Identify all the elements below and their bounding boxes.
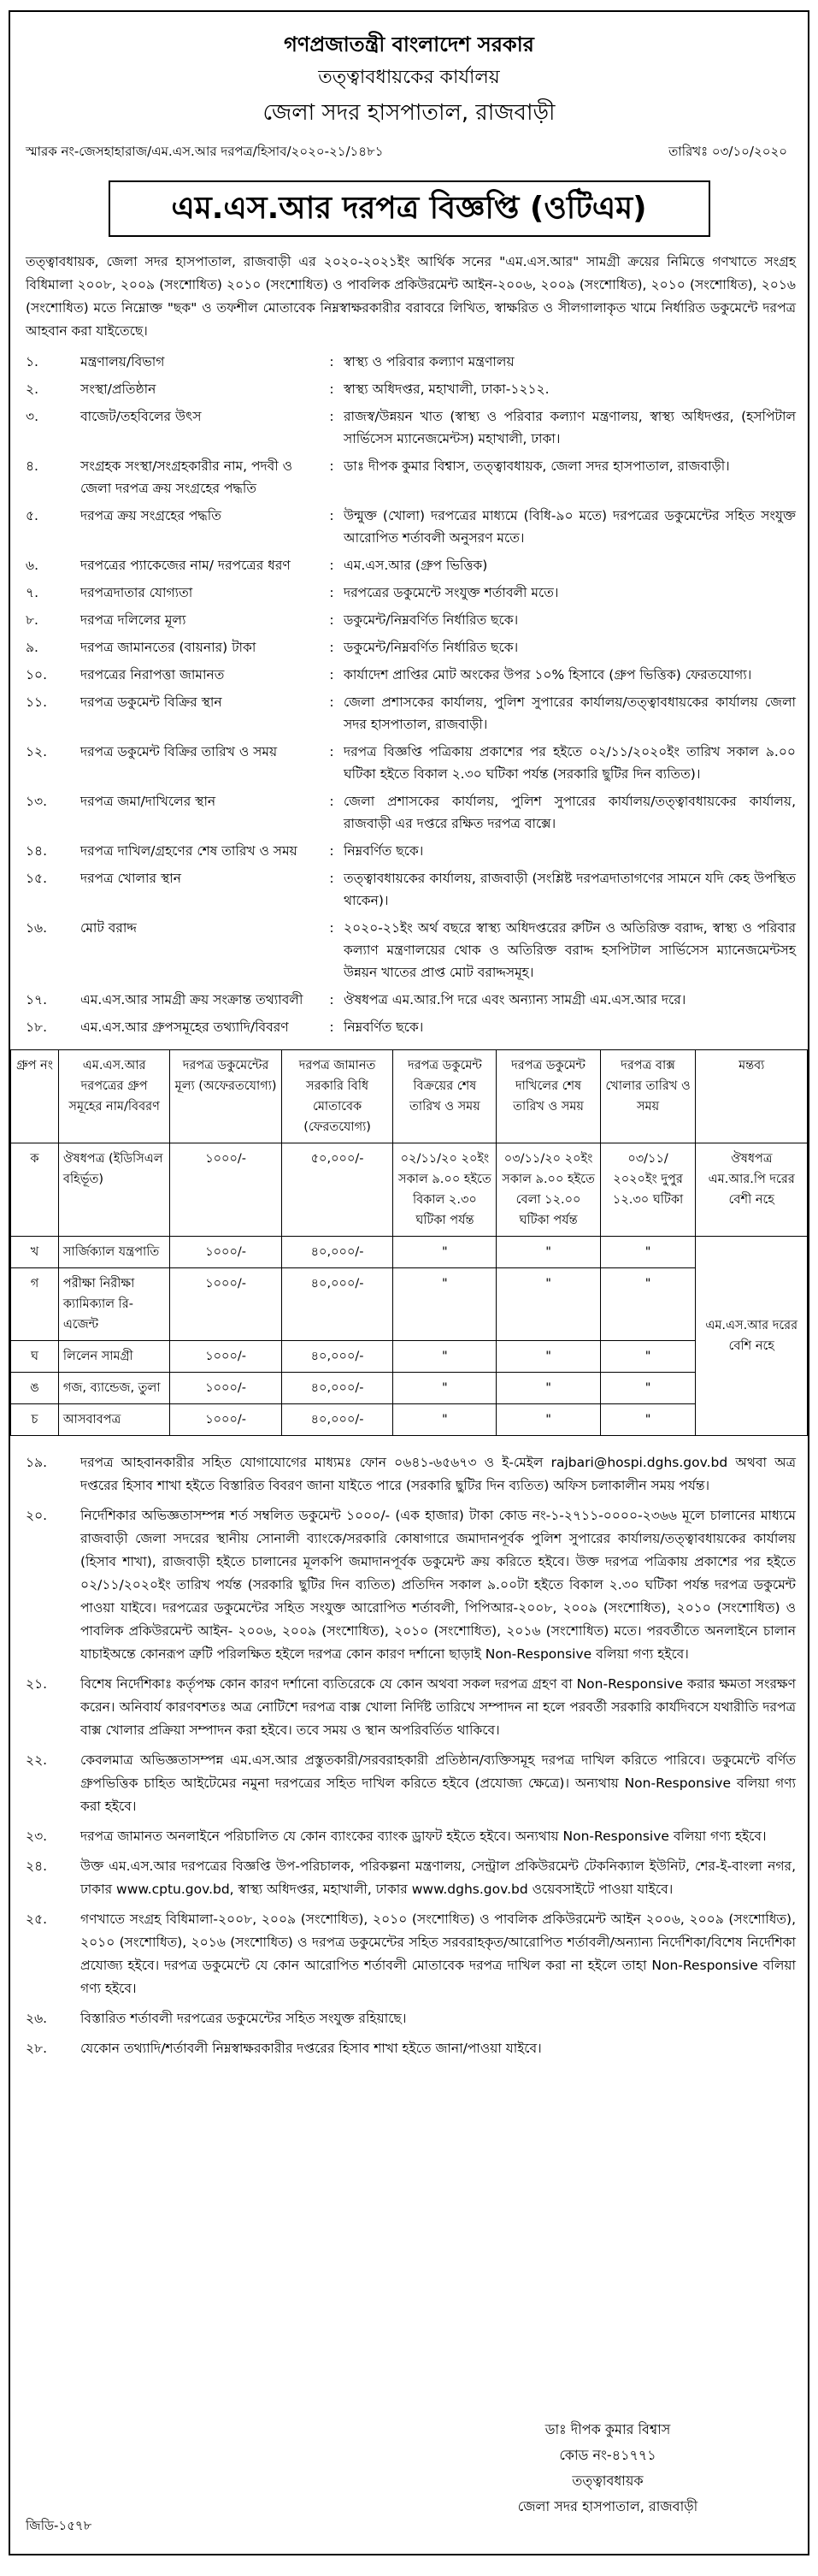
item-label: এম.এস.আর সামগ্রী ক্রয় সংক্রান্ত তথ্যাবলী [80, 992, 303, 1007]
signer-designation: তত্ত্বাবধায়ক [572, 2473, 644, 2489]
note-number: ২৫. [26, 1911, 48, 1927]
item-value: রাজস্ব/উন্নয়ন খাত (স্বাস্থ্য ও পরিবার কল্যাণ মন্ত্রণালয়, স্বাস্থ্য অধিদপ্তর, (হসপিটাল সার্ভিসেস ম্যানেজমেন্টস) মহাখালী, ঢাকা। [344, 409, 796, 446]
memo-reference: স্মারক নং-জেসহাহারাজ/এম.এস.আর দরপত্র/হিসাব/২০২০-২১/১৪৮১ [26, 144, 384, 159]
table-cell-open: ০৩/১১/ ২০২০ইং দুপুর ১২.৩০ ঘটিকা [600, 1143, 696, 1237]
table-header-cell: দরপত্র ডকুমেন্টের মূল্য (অফেরতযোগ্য) [170, 1050, 281, 1143]
table-cell-open: " [600, 1373, 696, 1404]
table-cell-g: ঙ [11, 1373, 59, 1404]
item-colon: : [329, 354, 334, 369]
item-number: ১৮. [26, 1019, 48, 1035]
table-cell-remark-group: এম.এস.আর দরের বেশি নহে [696, 1237, 808, 1436]
item-value: ২০২০-২১ইং অর্থ বছরে স্বাস্থ্য অধিদপ্তরের রুটিন ও অতিরিক্ত বরাদ্দ, স্বাস্থ্য ও পরিবার কল্যাণ মন্ত্রণালয়ের থোক ও অতিরিক্ত বরাদ্দ হসপিটাল সার্ভিসেস ম্যানেজমেন্টসহ উন্নয়ন খাতের প্রাপ্ত মোট বরাদ্দসমূহ। [344, 920, 796, 980]
note-number: ২৮. [26, 2041, 48, 2056]
notes-list [10, 1436, 808, 2064]
item-colon: : [329, 640, 334, 655]
table-header-cell: দরপত্র জামানত সরকারি বিধি মোতাবেক (ফেরতযোগ্য) [281, 1050, 392, 1143]
table-header-row [11, 1050, 808, 1143]
note-text: উক্ত এম.এস.আর দরপত্রের বিজ্ঞপ্তি উপ-পরিচালক, পরিকল্পনা মন্ত্রণালয়, সেন্ট্রাল প্রকিউরমেন্ট টেকনিক্যাল ইউনিট, শের-ই-বাংলা নগর, ঢাকার www.cptu.gov.bd, স্বাস্থ্য অধিদপ্তর, মহাখালী, ঢাকার www.dghs.gov.bd ওয়েবসাইটে পাওয়া যাইবে। [80, 1858, 796, 1897]
table-cell-g: ক [11, 1143, 59, 1237]
item-value: নিম্নবর্ণিত ছকে। [344, 843, 424, 859]
note-number: ২৬. [26, 2011, 48, 2026]
list-item [26, 579, 796, 606]
item-number: ১৭. [26, 992, 48, 1007]
item-label: দরপত্রের নিরাপত্তা জামানত [80, 667, 225, 682]
item-label: মন্ত্রণালয়/বিভাগ [80, 354, 165, 369]
item-number: ২. [26, 381, 39, 397]
table-cell-price: ১০০০/- [170, 1404, 281, 1436]
list-item [26, 348, 796, 375]
note-item [26, 1746, 796, 1822]
item-value: কার্যাদেশ প্রাপ্তির মোট অংকের উপর ১০% হিসাবে (গ্রুপ ভিত্তিক) ফেরতযোগ্য। [344, 667, 752, 682]
table-cell-remark: ঔষধপত্র এম.আর.পি দরের বেশী নহে [696, 1143, 808, 1237]
list-item [26, 865, 796, 914]
list-item [26, 452, 796, 502]
item-number: ৩. [26, 409, 39, 424]
table-cell-submit: ০৩/১১/২০ ২০ইং সকাল ৯.০০ হইতে বেলা ১২.০০ ঘটিকা পর্যন্ত [497, 1143, 600, 1237]
item-number: ১. [26, 354, 38, 369]
item-label: দরপত্র ডকুমেন্ট বিক্রির তারিখ ও সময় [80, 744, 278, 759]
note-number: ২৪. [26, 1858, 48, 1874]
item-colon: : [329, 1019, 334, 1035]
note-number: ২৩. [26, 1829, 48, 1844]
table-cell-open: " [600, 1341, 696, 1373]
item-number: ১৬. [26, 920, 48, 936]
item-label: দরপত্র খোলার স্থান [80, 871, 181, 886]
table-cell-security: ৫০,০০০/- [281, 1143, 392, 1237]
item-label: দরপত্রদাতার যোগ্যতা [80, 585, 193, 600]
item-value: নিম্নবর্ণিত ছকে। [344, 1019, 424, 1035]
item-label: দরপত্র ডকুমেন্ট বিক্রির স্থান [80, 694, 222, 710]
item-number: ১২. [26, 744, 48, 759]
list-item [26, 661, 796, 688]
info-items [10, 348, 808, 1041]
group-table [10, 1049, 808, 1436]
table-cell-sale: ০২/১১/২০ ২০ইং সকাল ৯.০০ হইতে বিকাল ২.৩০ ঘটিকা পর্যন্ত [393, 1143, 497, 1237]
table-cell-sale: " [393, 1404, 497, 1436]
table-cell-g: খ [11, 1237, 59, 1268]
tender-notice-page [9, 10, 809, 2555]
table-row [11, 1237, 808, 1268]
list-item [26, 552, 796, 579]
note-item [26, 1852, 796, 1905]
item-value: ডকুমেন্ট/নিম্নবর্ণিত নির্ধারিত ছকে। [344, 612, 519, 628]
item-value: দরপত্রের ডকুমেন্টে সংযুক্ত শর্তাবলী মতে। [344, 585, 559, 600]
table-cell-open: " [600, 1237, 696, 1268]
item-colon: : [329, 409, 334, 424]
table-header-cell: মন্তব্য [696, 1050, 808, 1143]
list-item [26, 688, 796, 738]
table-cell-sale: " [393, 1373, 497, 1404]
item-colon: : [329, 843, 334, 859]
item-value: জেলা প্রশাসকের কার্যালয়, পুলিশ সুপারের কার্যালয়/তত্ত্বাবধায়কের কার্যালয় জেলা সদর হাসপাতাল, রাজবাড়ী। [344, 694, 796, 732]
list-item [26, 1013, 796, 1041]
item-label: মোট বরাদ্দ [80, 920, 137, 936]
item-number: ৮. [26, 612, 38, 628]
item-number: ৭. [26, 585, 39, 600]
table-cell-security: ৪০,০০০/- [281, 1341, 392, 1373]
table-cell-name: আসবাবপত্র [58, 1404, 169, 1436]
item-number: ১৩. [26, 794, 48, 809]
item-value: দরপত্র বিজ্ঞপ্তি পত্রিকায় প্রকাশের পর হইতে ০২/১১/২০২০ইং তারিখ সকাল ৯.০০ ঘটিকা হইতে বিকাল ২.৩০ ঘটিকা পর্যন্ত (সরকারি ছুটির দিন ব্যতিত)। [344, 744, 796, 782]
item-colon: : [329, 992, 334, 1007]
table-cell-price: ১০০০/- [170, 1341, 281, 1373]
table-header-cell: গ্রুপ নং [11, 1050, 59, 1143]
table-cell-price: ১০০০/- [170, 1237, 281, 1268]
item-colon: : [329, 558, 334, 573]
table-cell-submit: " [497, 1237, 600, 1268]
list-item [26, 986, 796, 1013]
item-label: দরপত্র জামানতের (বায়নার) টাকা [80, 640, 256, 655]
table-header-cell: দরপত্র ডকুমেন্ট দাখিলের শেষ তারিখ ও সময় [497, 1050, 600, 1143]
signer-name: ডাঃ দীপক কুমার বিশ্বাস [544, 2421, 671, 2437]
intro-paragraph: তত্ত্বাবধায়ক, জেলা সদর হাসপাতাল, রাজবাড়ী এর ২০২০-২০২১ইং আর্থিক সনের "এম.এস.আর" সামগ্রী ক্রয়ের নিমিত্তে গণখাতে সংগ্রহ বিধিমালা ২০০৮, ২০০৯ (সংশোধিত) ২০১০ (সংশোধিত) ও পাবলিক প্রকিউরমেন্ট আইন-২০০৬, ২০০৯ (সংশোধিত), ২০১০ (সংশোধিত), ২০১৬ (সংশোধিত) মতে নিম্নোক্ত "ছক" ও তফশীল মোতাবেক নিম্নস্বাক্ষরকারীর বরাবরে লিখিত, স্বাক্ষরিত ও সীলগালাকৃত খামে নির্ধারিত ডকুমেন্টে দরপত্র আহবান করা যাইতেছে। [26, 254, 796, 339]
item-number: ১৪. [26, 843, 48, 859]
signer-office: জেলা সদর হাসপাতাল, রাজবাড়ী [517, 2498, 698, 2514]
item-number: ১০. [26, 667, 48, 682]
table-cell-submit: " [497, 1404, 600, 1436]
item-colon: : [329, 920, 334, 936]
note-text: কেবলমাত্র অভিজ্ঞতাসম্পন্ন এম.এস.আর প্রস্তুতকারী/সরবরাহকারী প্রতিষ্ঠান/ব্যক্তিসমূহ দরপত্র দাখিল করিতে পারিবে। ডকুমেন্টে বর্ণিত গ্রুপভিত্তিক চাহিত আইটেমের নমুনা দরপত্রের সহিত দাখিল করিতে হইবে (প্রযোজ্য ক্ষেত্রে)। অন্যথায় Non-Responsive বলিয়া গণ্য করা হইবে। [80, 1752, 796, 1814]
list-item [26, 914, 796, 986]
table-header-cell: দরপত্র বাক্স খোলার তারিখ ও সময় [600, 1050, 696, 1143]
item-label: দরপত্র জমা/দাখিলের স্থান [80, 794, 216, 809]
item-colon: : [329, 612, 334, 628]
table-cell-submit: " [497, 1341, 600, 1373]
table-header-cell: দরপত্র ডকুমেন্ট বিক্রয়ের শেষ তারিখ ও সময় [393, 1050, 497, 1143]
table-row [11, 1341, 808, 1373]
list-item [26, 634, 796, 661]
table-cell-price: ১০০০/- [170, 1373, 281, 1404]
item-colon: : [329, 667, 334, 682]
item-value: এম.এস.আর (গ্রুপ ভিত্তিক) [344, 558, 488, 573]
note-text: বিশেষ নির্দেশিকাঃ কর্তৃপক্ষ কোন কারণ দর্শানো ব্যতিরেকে যে কোন অথবা সকল দরপত্র গ্রহণ বা Non-Responsive করার ক্ষমতা সংরক্ষণ করেন। অনিবার্য কারণবশতঃ অত্র নোটিশে দরপত্র বাক্স খোলা নির্দিষ্ট তারিখে সম্পাদন না হলে পরবর্তী সরকারি কার্যদিবসে যথারীতি দরপত্র বাক্স খোলার প্রক্রিয়া সম্পাদন করা হইবে। তবে সময় ও স্থান অপরিবর্তিত থাকিবে। [80, 1676, 796, 1738]
note-item [26, 1501, 796, 1669]
note-number: ১৯. [26, 1455, 48, 1470]
item-colon: : [329, 744, 334, 759]
table-cell-price: ১০০০/- [170, 1143, 281, 1237]
item-label: দরপত্র ক্রয় সংগ্রহের পদ্ধতি [80, 508, 221, 523]
table-cell-name: ঔষধপত্র (ইডিসিএল বহির্ভূত) [58, 1143, 169, 1237]
table-cell-security: ৪০,০০০/- [281, 1268, 392, 1341]
item-label: দরপত্রের প্যাকেজের নাম/ দরপত্রের ধরণ [80, 558, 291, 573]
table-cell-sale: " [393, 1237, 497, 1268]
note-text: বিস্তারিত শর্তাবলী দরপত্রের ডকুমেন্টের সহিত সংযুক্ত রহিয়াছে। [80, 2011, 407, 2026]
note-item [26, 1822, 796, 1852]
table-cell-security: ৪০,০০০/- [281, 1237, 392, 1268]
item-number: ৪. [26, 458, 38, 474]
table-cell-g: গ [11, 1268, 59, 1341]
table-cell-name: লিলেন সামগ্রী [58, 1341, 169, 1373]
item-value: স্বাস্থ্য অধিদপ্তর, মহাখালী, ঢাকা-১২১২. [344, 381, 550, 397]
note-item [26, 1905, 796, 2004]
note-item [26, 2004, 796, 2034]
item-label: বাজেট/তহবিলের উৎস [80, 409, 202, 424]
table-row [11, 1373, 808, 1404]
note-number: ২০. [26, 1508, 48, 1523]
note-number: ২১. [26, 1676, 48, 1692]
table-row [11, 1143, 808, 1237]
list-item [26, 375, 796, 403]
table-cell-sale: " [393, 1341, 497, 1373]
note-item [26, 2034, 796, 2064]
office-title: তত্ত্বাবধায়কের কার্যালয় [318, 67, 500, 88]
note-item [26, 1669, 796, 1746]
list-item [26, 403, 796, 452]
item-label: এম.এস.আর গ্রুপসমূহের তথ্যাদি/বিবরণ [80, 1019, 289, 1035]
item-number: ১৫. [26, 871, 48, 886]
item-colon: : [329, 694, 334, 710]
list-item [26, 837, 796, 865]
item-label: দরপত্র দলিলের মূল্য [80, 612, 186, 628]
table-cell-security: ৪০,০০০/- [281, 1373, 392, 1404]
table-body [11, 1143, 808, 1436]
item-colon: : [329, 508, 334, 523]
item-value: ডাঃ দীপক কুমার বিশ্বাস, তত্ত্বাবধায়ক, জেলা সদর হাসপাতাল, রাজবাড়ী। [344, 458, 730, 474]
item-number: ৬. [26, 558, 39, 573]
table-cell-submit: " [497, 1373, 600, 1404]
item-value: ডকুমেন্ট/নিম্নবর্ণিত নির্ধারিত ছকে। [344, 640, 519, 655]
table-cell-security: ৪০,০০০/- [281, 1404, 392, 1436]
signature-block [462, 2417, 753, 2520]
table-row [11, 1404, 808, 1436]
list-item [26, 788, 796, 837]
note-text: যেকোন তথ্যাদি/শর্তাবলী নিম্নস্বাক্ষরকারীর দপ্তরের হিসাব শাখা হইতে জানা/পাওয়া যাইবে। [80, 2041, 542, 2056]
table-cell-name: পরীক্ষা নিরীক্ষা ক্যামিক্যাল রি- এজেন্ট [58, 1268, 169, 1341]
memo-date: তারিখঃ ০৩/১০/২০২০ [668, 144, 787, 159]
note-text: দরপত্র জামানত অনলাইনে পরিচালিত যে কোন ব্যাংকের ব্যাংক ড্রাফট হইতে হইবে। অন্যথায় Non-Responsive বলিয়া গণ্য হইবে। [80, 1829, 767, 1844]
table-cell-open: " [600, 1268, 696, 1341]
note-text: দরপত্র আহবানকারীর সহিত যোগাযোগের মাধ্যমঃ ফোন ০৬৪১-৬৫৬৭৩ ও ই-মেইল rajbari@hospi.dghs.gov.bd অথবা অত্র দপ্তরের হিসাব শাখা হইতে বিস্তারিত বিবরণ জানা যাইতে পারে (সরকারি ছুটির দিন ব্যতিত) অফিস চলাকালীন সময় পর্যন্ত। [80, 1455, 796, 1493]
note-item [26, 1448, 796, 1501]
note-number: ২২. [26, 1752, 48, 1768]
item-colon: : [329, 585, 334, 600]
list-item [26, 502, 796, 552]
item-number: ১১. [26, 694, 48, 710]
item-value: উন্মুক্ত (খোলা) দরপত্রের মাধ্যমে (বিধি-৯০ মতে) দরপত্রের ডকুমেন্টের সহিত সংযুক্ত আরোপিত শর্তাবলী অনুসরণ মতে। [344, 508, 796, 546]
table-header-cell: এম.এস.আর দরপত্রের গ্রুপ সমূহের নাম/বিবরণ [58, 1050, 169, 1143]
item-number: ৯. [26, 640, 38, 655]
item-value: ঔষধপত্র এম.আর.পি দরে এবং অন্যান্য সামগ্রী এম.এস.আর দরে। [344, 992, 686, 1007]
table-cell-submit: " [497, 1268, 600, 1341]
hospital-title: জেলা সদর হাসপাতাল, রাজবাড়ী [262, 100, 556, 126]
note-text: নির্দেশিকার অভিজ্ঞতাসম্পন্ন শর্ত সম্বলিত ডকুমেন্ট ১০০০/- (এক হাজার) টাকা কোড নং-১-২৭১১-০০০০-২৩৬৬ মূলে চালানের মাধ্যমে রাজবাড়ী জেলা সদরের স্থানীয় সোনালী ব্যাংকে/সরকারি কোষাগারে জমাদানপূর্বক পুলিশ সুপারের কার্যালয়/তত্ত্বাবধায়কের কার্যালয় (হিসাব শাখা), রাজবাড়ী হইতে চালানের মূলকপি জমাদানপূর্বক ডকুমেন্ট ক্রয় করিতে হইবে। উক্ত দরপত্র পত্রিকায় প্রকাশের পর হইতে ০২/১১/২০২০ইং তারিখ পর্যন্ত (সরকারি ছুটির দিন ব্যতিত) প্রতিদিন সকাল ৯.০০টা হইতে বিকাল ২.৩০ ঘটিকা পর্যন্ত দরপত্র ডকুমেন্ট পাওয়া যাইবে। দরপত্রের ডকুমেন্টের সহিত সংযুক্ত আরোপিত শর্তাবলী, পিপিআর-২০০৮, ২০০৯ (সংশোধিত), ২০১০ (সংশোধিত) ও পাবলিক প্রকিউরমেন্ট আইন- ২০০৬, ২০০৯ (সংশোধিত), ২০১০ (সংশোধিত), ২০১৬ (সংশোধিত) মতে। পরবর্তীতে অনলাইনে চালান যাচাইঅন্তে কোনরূপ ত্রুটি পরিলক্ষিত হইলে দরপত্র কোন কারণ দর্শানো ছাড়াই Non-Responsive বলিয়া গণ্য হইবে। [80, 1508, 796, 1662]
government-title: গণপ্রজাতন্ত্রী বাংলাদেশ সরকার [284, 32, 534, 56]
footer-code: জিডি-১৫৭৮ [26, 2518, 92, 2533]
item-value: তত্ত্বাবধায়কের কার্যালয়, রাজবাড়ী (সংশ্লিষ্ট দরপত্রদাতাগণের সামনে যদি কেহ উপস্থিত থাকেন)। [344, 871, 796, 908]
notice-title: এম.এস.আর দরপত্র বিজ্ঞপ্তি (ওটিএম) [109, 180, 710, 237]
table-cell-name: গজ, ব্যান্ডেজ, তুলা [58, 1373, 169, 1404]
item-colon: : [329, 871, 334, 886]
item-label: সংগ্রহক সংস্থা/সংগ্রহকারীর নাম, পদবী ও জেলা দরপত্র ক্রয় সংগ্রহের পদ্ধতি [80, 458, 293, 496]
item-colon: : [329, 794, 334, 809]
item-number: ৫. [26, 508, 38, 523]
item-colon: : [329, 458, 334, 474]
note-text: গণখাতে সংগ্রহ বিধিমালা-২০০৮, ২০০৯ (সংশোধিত), ২০১০ (সংশোধিত) ও পাবলিক প্রকিউরমেন্ট আইন ২০০৬, ২০০৯ (সংশোধিত), ২০১০ (সংশোধিত), ২০১৬ (সংশোধিত) ও দরপত্র ডকুমেন্টের সহিত সরবরাহকৃত/আরোপিত শর্তাবলী/অন্যান্য নির্দেশিকা/বিশেষ নির্দেশিকা প্রযোজ্য হইবে। দরপত্র ডকুমেন্টে যে কোন আরোপিত শর্তাবলী মোতাবেক দরপত্র দাখিল করা না হইলে তাহা Non-Responsive বলিয়া গণ্য হইবে। [80, 1911, 796, 1996]
signer-code: কোড নং-৪১৭৭১ [559, 2447, 656, 2463]
item-label: দরপত্র দাখিল/গ্রহণের শেষ তারিখ ও সময় [80, 843, 297, 859]
header [10, 12, 808, 132]
memo-line [10, 132, 808, 163]
list-item [26, 738, 796, 788]
table-cell-open: " [600, 1404, 696, 1436]
list-item [26, 606, 796, 634]
item-value: স্বাস্থ্য ও পরিবার কল্যাণ মন্ত্রণালয় [344, 354, 515, 369]
table-cell-g: চ [11, 1404, 59, 1436]
table-cell-price: ১০০০/- [170, 1268, 281, 1341]
table-cell-g: ঘ [11, 1341, 59, 1373]
item-label: সংস্থা/প্রতিষ্ঠান [80, 381, 156, 397]
table-row [11, 1268, 808, 1341]
item-value: জেলা প্রশাসকের কার্যালয়, পুলিশ সুপারের কার্যালয়/তত্ত্বাবধায়কের কার্যালয়, রাজবাড়ী এর দপ্তরে রক্ষিত দরপত্র বাক্সে। [344, 794, 796, 831]
table-cell-sale: " [393, 1268, 497, 1341]
table-cell-name: সার্জিক্যাল যন্ত্রপাতি [58, 1237, 169, 1268]
item-colon: : [329, 381, 334, 397]
